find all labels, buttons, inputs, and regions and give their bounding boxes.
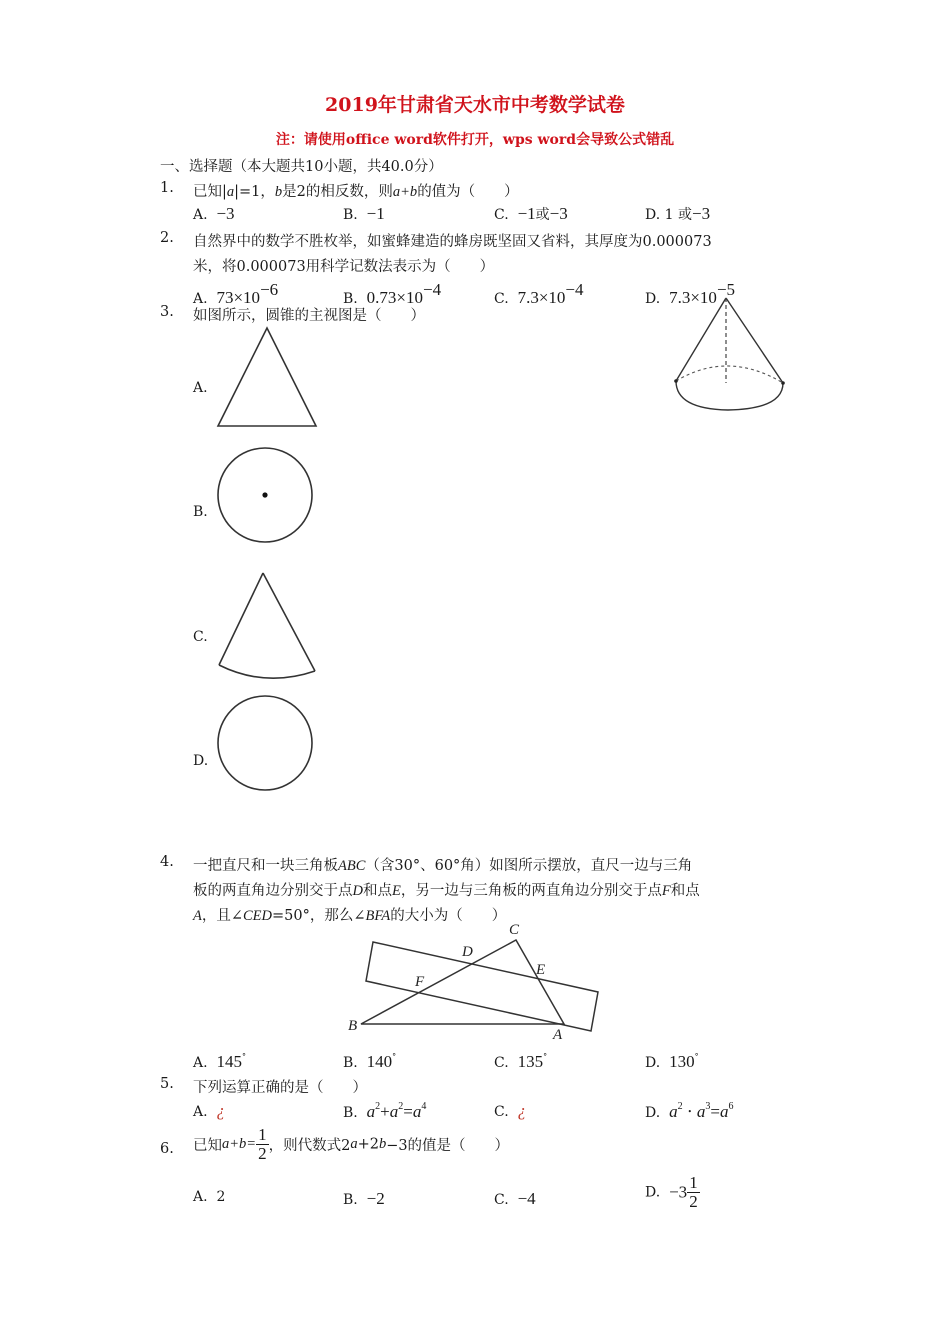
question-1-number: 1. xyxy=(160,180,174,196)
question-3-stem: 如图所示，圆锥的主视图是（ ） xyxy=(193,308,425,324)
q1-option-c[interactable]: C. −1或−3 xyxy=(494,204,568,223)
fig-label-b: B xyxy=(348,1018,358,1034)
page-title: 2019年甘肃省天水市中考数学试卷 xyxy=(325,94,625,116)
q3-option-d-circle[interactable] xyxy=(215,694,317,796)
question-2-number: 2. xyxy=(160,230,174,246)
question-6-stem: 已知a+b= $\frac{1}{2}$ ，则代数式2a+2b−3的值是（ ） xyxy=(193,1125,510,1163)
question-1-stem: 已知|a|=1，b是2的相反数，则a+b的值为（ ） xyxy=(193,184,519,200)
q3-option-c-sector[interactable] xyxy=(215,570,320,685)
q4-option-d[interactable]: D. 130° xyxy=(645,1052,699,1071)
q3-option-b-label[interactable]: B. xyxy=(193,504,208,520)
question-4-number: 4. xyxy=(160,854,174,870)
question-3-number: 3. xyxy=(160,304,174,320)
q2-option-c[interactable]: C. $7.3\times 10^{-4}$ xyxy=(494,280,584,307)
q2-option-d[interactable]: D. $7.3\times 10^{-5}$ xyxy=(645,280,736,307)
fig-label-c: C xyxy=(509,922,520,938)
q4-option-a[interactable]: A. 145° xyxy=(193,1052,246,1071)
q5-option-b[interactable]: B. $a^2+a^2=a^4$ xyxy=(343,1101,427,1121)
q6-option-d[interactable]: D. −3 $\frac{1}{2}$ xyxy=(645,1173,698,1211)
q5-option-c[interactable]: C. ¿ xyxy=(494,1101,527,1120)
q1-option-a[interactable]: A. −3 xyxy=(193,204,235,223)
q2-option-a[interactable]: A. $73\times 10^{-6}$ xyxy=(193,280,279,307)
section-heading: 一、选择题（本大题共10小题，共40.0分） xyxy=(160,159,443,175)
question-2-line-1: 自然界中的数学不胜枚举，如蜜蜂建造的蜂房既坚固又省料，其厚度为0.000073 xyxy=(193,234,712,250)
q5-option-d[interactable]: D. $a^2 \cdot a^3=a^6$ xyxy=(645,1101,734,1121)
q4-option-b[interactable]: B. 140° xyxy=(343,1052,397,1071)
q3-option-a-triangle[interactable] xyxy=(215,325,320,430)
q6-option-c[interactable]: C. −4 xyxy=(494,1189,536,1208)
question-2-line-2: 米，将0.000073用科学记数法表示为（ ） xyxy=(193,259,495,275)
q6-option-b[interactable]: B. −2 xyxy=(343,1189,385,1208)
fig-label-d: D xyxy=(462,944,473,960)
ruler-triangle-figure xyxy=(340,920,610,1045)
fig-label-f: F xyxy=(415,974,425,990)
question-5-number: 5. xyxy=(160,1076,174,1092)
cone-figure xyxy=(670,295,795,415)
question-6-number: 6. xyxy=(160,1141,174,1157)
q3-option-b-circle-dot[interactable] xyxy=(215,446,317,548)
fig-label-e: E xyxy=(536,962,546,978)
fig-label-a: A xyxy=(553,1027,563,1043)
question-4-line-3: A，且∠CED=50°，那么∠BFA的大小为（ ） xyxy=(193,908,507,924)
question-4-line-1: 一把直尺和一块三角板ABC（含30°、60°角）如图所示摆放，直尺一边与三角 xyxy=(193,858,693,874)
q1-option-d[interactable]: D. 1 或−3 xyxy=(645,204,711,223)
q2-option-b[interactable]: B. $0.73\times 10^{-4}$ xyxy=(343,280,442,307)
q4-option-c[interactable]: C. 135° xyxy=(494,1052,548,1071)
format-note: 注：请使用office word软件打开，wps word会导致公式错乱 xyxy=(275,132,675,148)
q3-option-c-label[interactable]: C. xyxy=(193,629,208,645)
q3-option-a-label[interactable]: A. xyxy=(193,380,208,396)
q3-option-d-label[interactable]: D. xyxy=(193,753,209,769)
question-4-line-2: 板的两直角边分别交于点D和点E，另一边与三角板的两直角边分别交于点F和点 xyxy=(193,883,700,899)
q1-option-b[interactable]: B. −1 xyxy=(343,204,385,223)
question-5-stem: 下列运算正确的是（ ） xyxy=(193,1080,367,1096)
q6-option-a[interactable]: A. 2 xyxy=(193,1189,226,1205)
q5-option-a[interactable]: A. ¿ xyxy=(193,1101,225,1120)
